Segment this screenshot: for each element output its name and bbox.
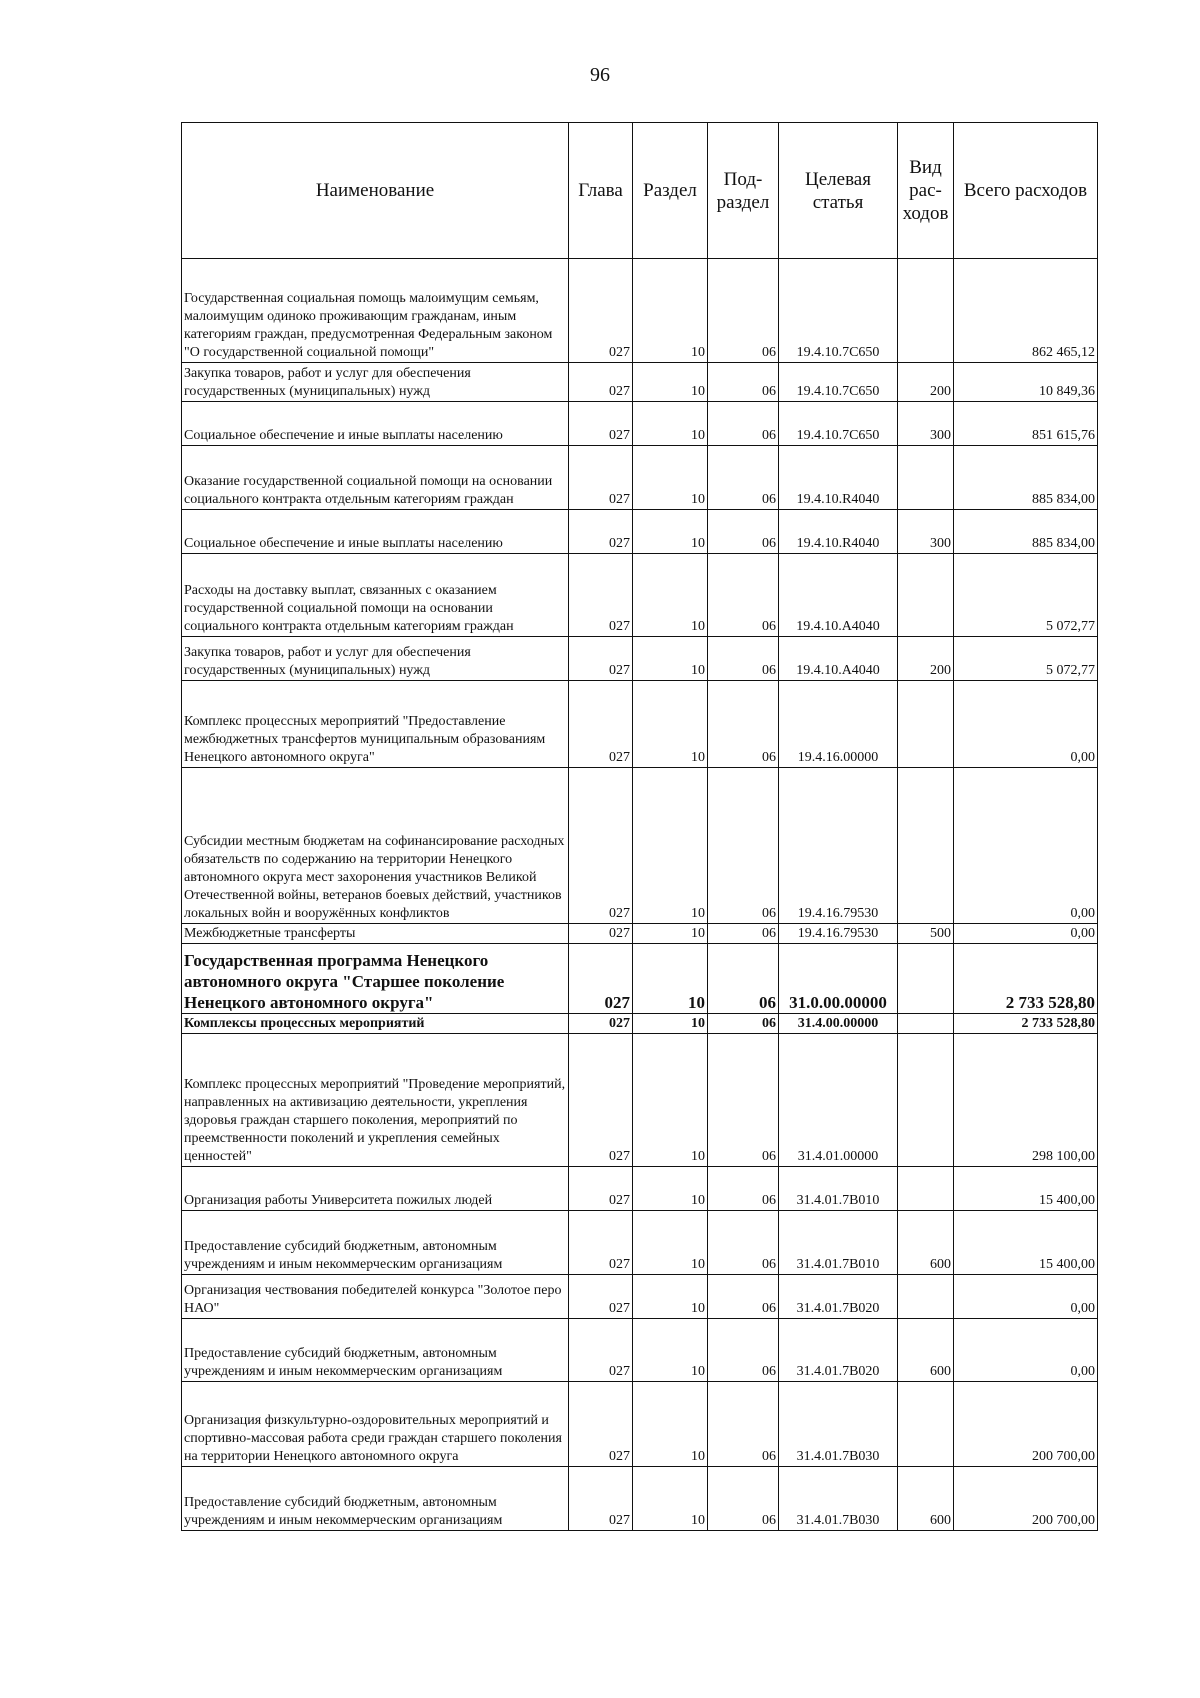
row-type: [898, 1382, 954, 1467]
row-chapter: 027: [569, 1382, 633, 1467]
row-subsection: 06: [708, 681, 779, 768]
header-section: Раздел: [633, 123, 708, 259]
row-name: Государственная социальная помощь малоимущим семьям, малоимущим одиноко проживающим гражданам, иным категориям граждан, предусмотренная Федеральным законом "О государственной социальной помощи": [182, 259, 569, 363]
row-chapter: 027: [569, 1275, 633, 1319]
row-total: 200 700,00: [954, 1467, 1098, 1531]
row-type: [898, 554, 954, 637]
header-chapter: Глава: [569, 123, 633, 259]
row-total: 15 400,00: [954, 1167, 1098, 1211]
row-total: 885 834,00: [954, 446, 1098, 510]
table-row: [182, 363, 1098, 402]
table-row: [182, 1382, 1098, 1467]
row-name: Предоставление субсидий бюджетным, автономным учреждениям и иным некоммерческим организациям: [182, 1467, 569, 1531]
row-subsection: 06: [708, 1467, 779, 1531]
table-row: [182, 1319, 1098, 1382]
row-section: 10: [633, 681, 708, 768]
table-row: [182, 637, 1098, 681]
table-row: [182, 1211, 1098, 1275]
row-type: 600: [898, 1319, 954, 1382]
row-section: 10: [633, 1467, 708, 1531]
row-section: 10: [633, 554, 708, 637]
row-name: Организация физкультурно-оздоровительных мероприятий и спортивно-массовая работа среди граждан старшего поколения на территории Ненецкого автономного округа: [182, 1382, 569, 1467]
row-target: 31.4.01.7В030: [779, 1467, 898, 1531]
row-name: Комплексы процессных мероприятий: [182, 1014, 569, 1034]
row-chapter: 027: [569, 681, 633, 768]
header-subsection-line2: раздел: [716, 191, 770, 213]
row-total: 10 849,36: [954, 363, 1098, 402]
row-subsection: 06: [708, 1014, 779, 1034]
row-section: 10: [633, 259, 708, 363]
row-type: 300: [898, 510, 954, 554]
row-subsection: 06: [708, 402, 779, 446]
header-name: Наименование: [182, 123, 569, 259]
table-row: [182, 681, 1098, 768]
row-type: [898, 681, 954, 768]
row-name: Комплекс процессных мероприятий "Предоставление межбюджетных трансфертов муниципальным образованиям Ненецкого автономного округа": [182, 681, 569, 768]
row-subsection: 06: [708, 510, 779, 554]
row-chapter: 027: [569, 259, 633, 363]
row-total: 200 700,00: [954, 1382, 1098, 1467]
table-row: [182, 1467, 1098, 1531]
row-target: 19.4.10.А4040: [779, 554, 898, 637]
row-section: 10: [633, 1034, 708, 1167]
row-subsection: 06: [708, 1275, 779, 1319]
row-target: 19.4.10.7С650: [779, 402, 898, 446]
header-target-line1: Целевая: [805, 168, 871, 190]
row-subsection: 06: [708, 1167, 779, 1211]
header-total: Всего расходов: [954, 123, 1098, 259]
header-subsection: [708, 123, 779, 259]
table-row: [182, 924, 1098, 944]
header-type-line3: ходов: [902, 203, 949, 224]
row-type: [898, 944, 954, 1014]
row-chapter: 027: [569, 1167, 633, 1211]
row-section: 10: [633, 1382, 708, 1467]
row-chapter: 027: [569, 446, 633, 510]
row-target: 31.4.01.7В020: [779, 1275, 898, 1319]
row-name: Закупка товаров, работ и услуг для обеспечения государственных (муниципальных) нужд: [182, 363, 569, 402]
row-name: Закупка товаров, работ и услуг для обеспечения государственных (муниципальных) нужд: [182, 637, 569, 681]
row-subsection: 06: [708, 768, 779, 924]
row-chapter: 027: [569, 363, 633, 402]
row-target: 19.4.16.79530: [779, 924, 898, 944]
row-target: 19.4.10.7С650: [779, 363, 898, 402]
row-target: 19.4.16.00000: [779, 681, 898, 768]
row-name: Субсидии местным бюджетам на софинансирование расходных обязательств по содержанию на территории Ненецкого автономного округа мест захоронения участников Великой Отечественной войны, ветеранов боевых действий, участников локальных войн и вооружённых конфликтов: [182, 768, 569, 924]
row-section: 10: [633, 1319, 708, 1382]
row-total: 5 072,77: [954, 554, 1098, 637]
budget-table: [181, 122, 1098, 1531]
row-type: [898, 1275, 954, 1319]
row-type: 500: [898, 924, 954, 944]
row-type: 600: [898, 1211, 954, 1275]
row-chapter: 027: [569, 554, 633, 637]
row-type: [898, 1167, 954, 1211]
row-target: 19.4.16.79530: [779, 768, 898, 924]
row-section: 10: [633, 637, 708, 681]
row-section: 10: [633, 363, 708, 402]
row-chapter: 027: [569, 510, 633, 554]
row-subsection: 06: [708, 554, 779, 637]
table-row: [182, 259, 1098, 363]
row-total: 2 733 528,80: [954, 944, 1098, 1014]
row-subsection: 06: [708, 1319, 779, 1382]
table-row: [182, 768, 1098, 924]
row-target: 31.4.01.00000: [779, 1034, 898, 1167]
row-total: 0,00: [954, 1319, 1098, 1382]
row-type: 200: [898, 363, 954, 402]
row-total: 851 615,76: [954, 402, 1098, 446]
row-target: 19.4.10.7С650: [779, 259, 898, 363]
row-section: 10: [633, 1275, 708, 1319]
row-chapter: 027: [569, 402, 633, 446]
row-subsection: 06: [708, 944, 779, 1014]
table-row: [182, 554, 1098, 637]
header-type: [898, 123, 954, 259]
row-target: 31.4.01.7В010: [779, 1167, 898, 1211]
table-row: [182, 1167, 1098, 1211]
table-row-subtotal: [182, 1014, 1098, 1034]
row-type: [898, 446, 954, 510]
row-target: 31.0.00.00000: [779, 944, 898, 1014]
row-section: 10: [633, 1211, 708, 1275]
header-subsection-line1: Под-: [723, 168, 763, 190]
row-total: 15 400,00: [954, 1211, 1098, 1275]
row-total: 2 733 528,80: [954, 1014, 1098, 1034]
row-name: Предоставление субсидий бюджетным, автономным учреждениям и иным некоммерческим организациям: [182, 1319, 569, 1382]
row-section: 10: [633, 1014, 708, 1034]
row-chapter: 027: [569, 944, 633, 1014]
row-type: 600: [898, 1467, 954, 1531]
table-row: [182, 1034, 1098, 1167]
row-total: 862 465,12: [954, 259, 1098, 363]
row-chapter: 027: [569, 1034, 633, 1167]
row-section: 10: [633, 402, 708, 446]
row-name: Предоставление субсидий бюджетным, автономным учреждениям и иным некоммерческим организациям: [182, 1211, 569, 1275]
row-name: Социальное обеспечение и иные выплаты населению: [182, 402, 569, 446]
row-subsection: 06: [708, 363, 779, 402]
row-target: 19.4.10.R4040: [779, 510, 898, 554]
row-type: 200: [898, 637, 954, 681]
table-row: [182, 402, 1098, 446]
row-type: 300: [898, 402, 954, 446]
page-number: 96: [590, 64, 610, 86]
row-section: 10: [633, 1167, 708, 1211]
row-subsection: 06: [708, 924, 779, 944]
row-total: 0,00: [954, 681, 1098, 768]
row-chapter: 027: [569, 637, 633, 681]
row-name: Комплекс процессных мероприятий "Проведение мероприятий, направленных на активизацию деятельности, укрепления здоровья граждан старшего поколения, мероприятий по преемственности поколений и укрепления семейных ценностей": [182, 1034, 569, 1167]
row-name: Расходы на доставку выплат, связанных с оказанием государственной социальной помощи на основании социального контракта отдельным категориям граждан: [182, 554, 569, 637]
table-row: [182, 446, 1098, 510]
row-total: 0,00: [954, 924, 1098, 944]
row-chapter: 027: [569, 1319, 633, 1382]
table-row-program: [182, 944, 1098, 1014]
row-name: Межбюджетные трансферты: [182, 924, 569, 944]
row-subsection: 06: [708, 1034, 779, 1167]
row-section: 10: [633, 944, 708, 1014]
row-target: 31.4.01.7В020: [779, 1319, 898, 1382]
row-name: Социальное обеспечение и иные выплаты населению: [182, 510, 569, 554]
row-chapter: 027: [569, 1014, 633, 1034]
row-subsection: 06: [708, 1211, 779, 1275]
header-target-line2: статья: [812, 191, 864, 213]
row-total: 0,00: [954, 768, 1098, 924]
row-target: 19.4.10.А4040: [779, 637, 898, 681]
row-subsection: 06: [708, 1382, 779, 1467]
row-chapter: 027: [569, 1211, 633, 1275]
row-total: 0,00: [954, 1275, 1098, 1319]
table-row: [182, 1275, 1098, 1319]
row-name: Оказание государственной социальной помощи на основании социального контракта отдельным категориям граждан: [182, 446, 569, 510]
row-section: 10: [633, 924, 708, 944]
row-subsection: 06: [708, 259, 779, 363]
row-section: 10: [633, 510, 708, 554]
row-name: Государственная программа Ненецкого автономного округа "Старшее поколение Ненецкого автономного округа": [182, 944, 569, 1014]
header-row: [182, 123, 1098, 259]
header-type-line2: рас-: [909, 180, 942, 201]
row-subsection: 06: [708, 446, 779, 510]
row-target: 31.4.01.7В030: [779, 1382, 898, 1467]
row-target: 31.4.00.00000: [779, 1014, 898, 1034]
row-total: 5 072,77: [954, 637, 1098, 681]
row-total: 885 834,00: [954, 510, 1098, 554]
row-type: [898, 259, 954, 363]
row-section: 10: [633, 768, 708, 924]
row-total: 298 100,00: [954, 1034, 1098, 1167]
row-target: 31.4.01.7В010: [779, 1211, 898, 1275]
row-type: [898, 768, 954, 924]
row-chapter: 027: [569, 768, 633, 924]
header-target: [779, 123, 898, 259]
row-chapter: 027: [569, 1467, 633, 1531]
row-name: Организация работы Университета пожилых людей: [182, 1167, 569, 1211]
row-name: Организация чествования победителей конкурса "Золотое перо НАО": [182, 1275, 569, 1319]
row-subsection: 06: [708, 637, 779, 681]
row-type: [898, 1014, 954, 1034]
row-target: 19.4.10.R4040: [779, 446, 898, 510]
row-chapter: 027: [569, 924, 633, 944]
row-type: [898, 1034, 954, 1167]
header-type-line1: Вид: [909, 157, 942, 178]
row-section: 10: [633, 446, 708, 510]
table-row: [182, 510, 1098, 554]
